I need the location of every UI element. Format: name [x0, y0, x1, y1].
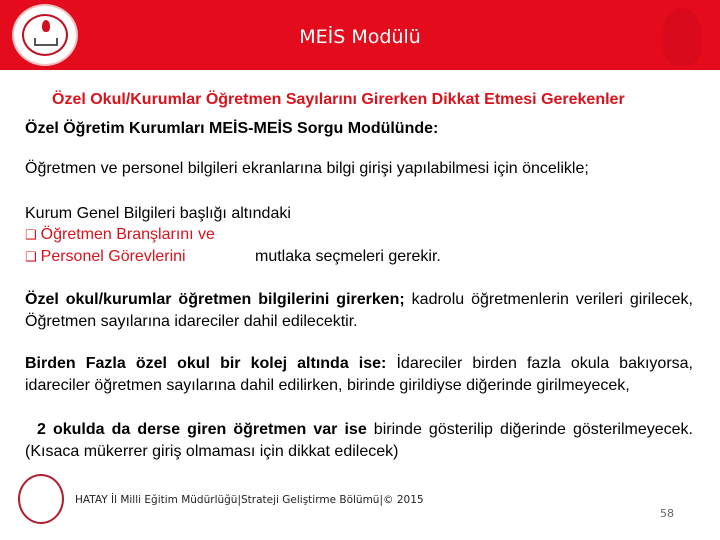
- intro-text: Öğretmen ve personel bilgileri ekranlarına bilgi girişi yapılabilmesi için öncelikle;: [25, 160, 589, 177]
- page-number: 58: [660, 507, 674, 520]
- list-item: ❑ Personel Görevlerini mutlaka seçmeleri gerekir.: [25, 248, 441, 265]
- list-lead: Kurum Genel Bilgileri başlığı altındaki: [25, 205, 291, 222]
- paragraph-1: Özel okul/kurumlar öğretmen bilgilerini girerken; kadrolu öğretmenlerin verileri girilecek, Öğretmen sayılarına idareciler dahil edilecektir.: [25, 291, 693, 330]
- subheading: Özel Öğretim Kurumları MEİS-MEİS Sorgu Modülünde:: [25, 120, 439, 137]
- list-item: ❑ Öğretmen Branşlarını ve: [25, 226, 215, 243]
- footer-logo-icon: [18, 474, 64, 524]
- paragraph-2: Birden Fazla özel okul bir kolej altında ise: İdareciler birden fazla okula bakıyorsa, idareciler öğretmen sayılarına dahil edilirken, birinde girildiyse diğerinde girilmeyecek,: [25, 355, 693, 394]
- footer-text: HATAY İl Milli Eğitim Müdürlüğü|Strateji Geliştirme Bölümü|© 2015: [75, 494, 424, 506]
- paragraph-3: 2 okulda da derse giren öğretmen var ise birinde gösterilip diğerinde gösterilmeyecek. (Kısaca mükerrer giriş olmaması için dikkat edilecek): [25, 421, 693, 460]
- heading: Özel Okul/Kurumlar Öğretmen Sayılarını Girerken Dikkat Etmesi Gerekenler: [52, 91, 625, 108]
- checkbox-bullet-icon: ❑: [25, 228, 37, 243]
- slide-title: MEİS Modülü: [299, 26, 421, 48]
- checkbox-bullet-icon: ❑: [25, 250, 37, 265]
- header-bar: [0, 0, 720, 70]
- flame-watermark-icon: [662, 8, 702, 66]
